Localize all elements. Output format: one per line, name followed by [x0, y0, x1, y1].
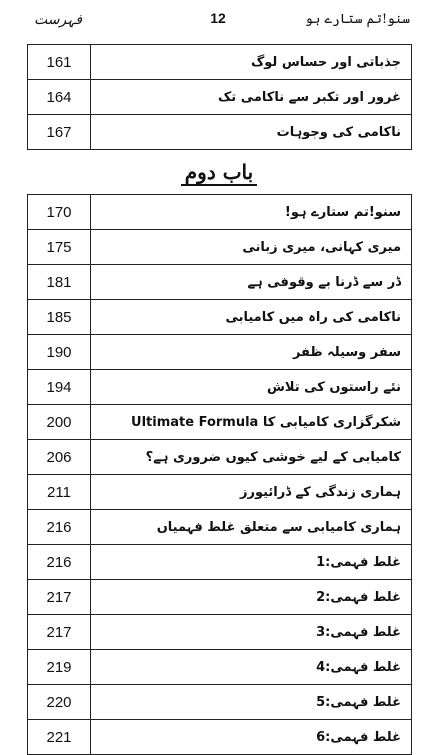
toc-page-number: 164: [28, 80, 91, 115]
toc-entry-title: غلط فہمی:4: [91, 650, 412, 685]
toc-entry-title: سنو!تم ستارے ہو!: [91, 195, 412, 230]
toc-row: [28, 265, 412, 300]
toc-page-number: 200: [28, 405, 91, 440]
toc-entry-title: غلط فہمی:1: [91, 545, 412, 580]
toc-entry-title: شکرگزاری کامیابی کا Ultimate Formula: [91, 405, 412, 440]
toc-page-number: 185: [28, 300, 91, 335]
toc-row: [28, 405, 412, 440]
page-number: 12: [210, 10, 226, 26]
toc-row: [28, 615, 412, 650]
toc-entry-title: نئے راستوں کی تلاش: [91, 370, 412, 405]
toc-page-number: 219: [28, 650, 91, 685]
toc-row: [28, 545, 412, 580]
toc-page-number: 211: [28, 475, 91, 510]
toc-table-part1: [27, 44, 412, 150]
toc-page-number: 190: [28, 335, 91, 370]
toc-row: [28, 195, 412, 230]
toc-entry-title: غلط فہمی:3: [91, 615, 412, 650]
toc-row: [28, 650, 412, 685]
toc-entry-title: کامیابی کے لیے خوشی کیوں ضروری ہے؟: [91, 440, 412, 475]
toc-row: [28, 45, 412, 80]
toc-page-number: 220: [28, 685, 91, 720]
toc-entry-title: ڈر سے ڈرنا بے وقوفی ہے: [91, 265, 412, 300]
toc-page-number: 161: [28, 45, 91, 80]
toc-entry-title: ہماری زندگی کے ڈرائیورز: [91, 475, 412, 510]
page-header: [0, 0, 438, 40]
toc-page-number: 217: [28, 580, 91, 615]
book-title: سنو!تم ستارے ہو: [305, 12, 410, 27]
toc-entry-title: ناکامی کی راہ میں کامیابی: [91, 300, 412, 335]
toc-page-number: 206: [28, 440, 91, 475]
toc-entry-title: غلط فہمی:6: [91, 720, 412, 755]
toc-page-number: 167: [28, 115, 91, 150]
toc-row: [28, 510, 412, 545]
toc-page-number: 170: [28, 195, 91, 230]
toc-entry-title: میری کہانی، میری زبانی: [91, 230, 412, 265]
toc-entry-title: ہماری کامیابی سے متعلق غلط فہمیاں: [91, 510, 412, 545]
toc-row: [28, 475, 412, 510]
running-header-left: فہرست: [34, 12, 83, 28]
toc-entry-title: غرور اور تکبر سے ناکامی تک: [91, 80, 412, 115]
toc-entry-title: غلط فہمی:2: [91, 580, 412, 615]
toc-page-number: 221: [28, 720, 91, 755]
toc-row: [28, 370, 412, 405]
section-heading-text: باب دوم: [181, 160, 257, 186]
toc-entry-title: ناکامی کی وجوہات: [91, 115, 412, 150]
toc-row: [28, 335, 412, 370]
section-heading: [0, 160, 438, 184]
toc-entry-title: جذباتی اور حساس لوگ: [91, 45, 412, 80]
toc-page-number: 216: [28, 510, 91, 545]
toc-row: [28, 685, 412, 720]
toc-entry-title: غلط فہمی:5: [91, 685, 412, 720]
toc-row: [28, 300, 412, 335]
toc-table-part2: [27, 194, 412, 755]
toc-entry-title: سفر وسیلہ ظفر: [91, 335, 412, 370]
toc-page-number: 175: [28, 230, 91, 265]
toc-page-number: 181: [28, 265, 91, 300]
toc-row: [28, 230, 412, 265]
toc-page-number: 194: [28, 370, 91, 405]
toc-row: [28, 80, 412, 115]
toc-row: [28, 720, 412, 755]
toc-page-number: 217: [28, 615, 91, 650]
toc-page-number: 216: [28, 545, 91, 580]
toc-row: [28, 440, 412, 475]
toc-row: [28, 115, 412, 150]
toc-row: [28, 580, 412, 615]
